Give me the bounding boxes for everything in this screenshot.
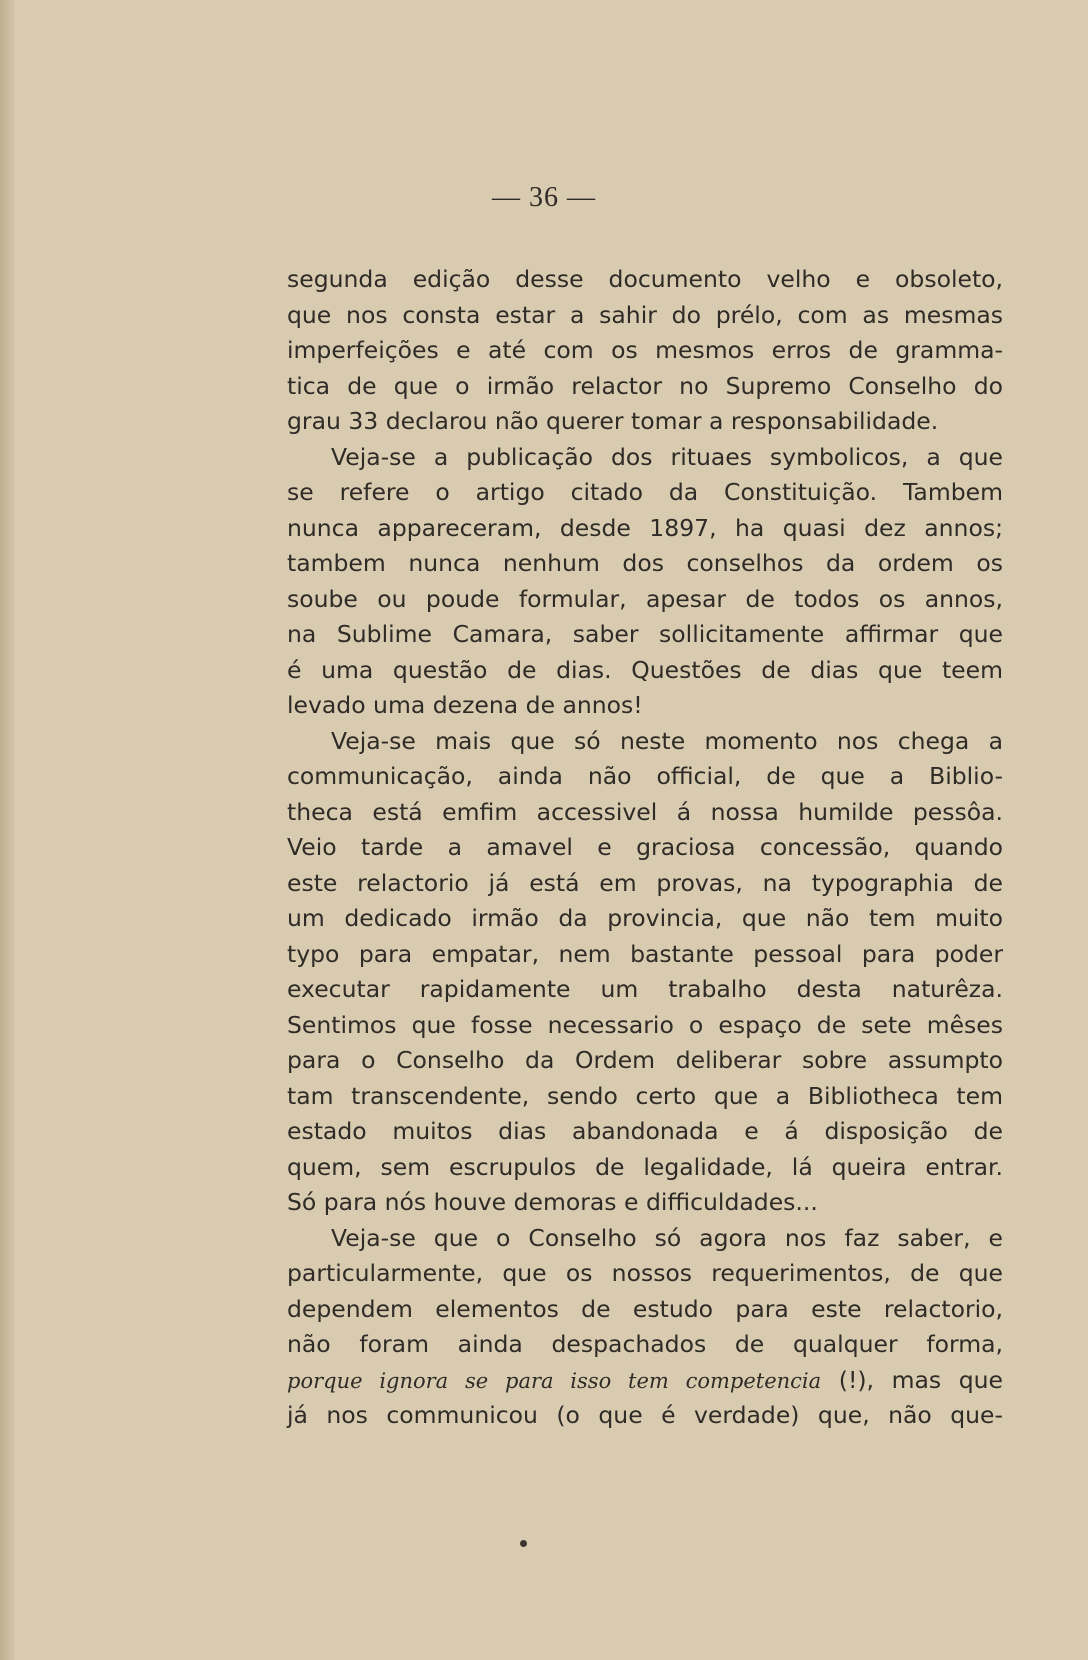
text-line: que nos consta estar a sahir do prélo, com as mesmas [287, 300, 1003, 329]
text-line: nunca appareceram, desde 1897, ha quasi dez annos; [287, 513, 1003, 542]
page-number: — 36 — [492, 182, 596, 213]
text-line: é uma questão de dias. Questões de dias que teem [287, 655, 1003, 684]
text-line: typo para empatar, nem bastante pessoal para poder [287, 939, 1003, 968]
text-line: levado uma dezena de annos! [287, 691, 643, 719]
text-line: executar rapidamente um trabalho desta naturêza. [287, 975, 1003, 1003]
text-line: estado muitos dias abandonada e á disposição de [287, 1117, 1003, 1145]
text-line: Sentimos que fosse necessario o espaço de sete mêses [287, 1010, 1003, 1039]
text-line [287, 1363, 1003, 1399]
text-line: já nos communicou (o que é verdade) que, não que- [287, 1401, 1003, 1429]
text-line: segunda edição desse documento velho e obsoleto, [287, 265, 1003, 293]
text-line: tambem nunca nenhum dos conselhos da ordem os [287, 549, 1003, 577]
text-line: quem, sem escrupulos de legalidade, lá queira entrar. [287, 1152, 1003, 1181]
printer-mark [520, 1540, 527, 1547]
body-text [287, 262, 1003, 1434]
text-line: na Sublime Camara, saber sollicitamente affirmar que [287, 620, 1003, 648]
text-line: Veio tarde a amavel e graciosa concessão, quando [287, 833, 1003, 861]
text-line: grau 33 declarou não querer tomar a responsabilidade. [287, 407, 939, 435]
text-line: dependem elementos de estudo para este relactorio, [287, 1294, 1003, 1323]
text-line: Veja-se que o Conselho só agora nos faz saber, e [331, 1223, 1003, 1252]
text-line: soube ou poude formular, apesar de todos os annos, [287, 584, 1003, 613]
text-line: tica de que o irmão relactor no Supremo Conselho do [287, 371, 1003, 400]
text-line: theca está emfim accessivel á nossa humilde pessôa. [287, 797, 1003, 826]
text-line: communicação, ainda não official, de que a Biblio- [287, 762, 1003, 790]
text-line: não foram ainda despachados de qualquer forma, [287, 1330, 1003, 1358]
text-line: imperfeições e até com os mesmos erros de gramma- [287, 336, 1003, 364]
text-line: Veja-se mais que só neste momento nos chega a [331, 726, 1003, 755]
page-edge-shadow [0, 0, 14, 1660]
text-line: tam transcendente, sendo certo que a Bibliotheca tem [287, 1081, 1003, 1110]
text-line: se refere o artigo citado da Constituição. Tambem [287, 478, 1003, 506]
text-line-rest: (!), mas que [821, 1365, 1003, 1394]
text-line: Veja-se a publicação dos rituaes symbolicos, a que [331, 442, 1003, 471]
text-line: para o Conselho da Ordem deliberar sobre assumpto [287, 1046, 1003, 1074]
text-line: Só para nós houve demoras e difficuldades... [287, 1188, 818, 1216]
text-line: particularmente, que os nossos requerimentos, de que [287, 1259, 1003, 1287]
text-line: este relactorio já está em provas, na typographia de [287, 868, 1003, 897]
text-line: um dedicado irmão da provincia, que não tem muito [287, 904, 1003, 932]
italic-phrase: porque ignora se para isso tem competencia [287, 1368, 822, 1393]
